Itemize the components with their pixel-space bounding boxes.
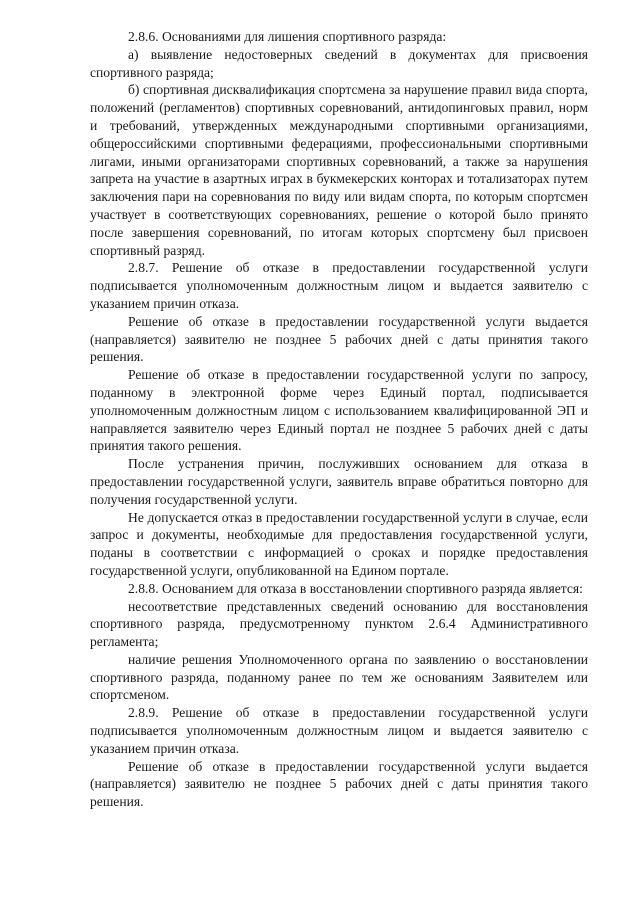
- document-page: [90, 28, 588, 811]
- paragraph-refusal-not-allowed: Не допускается отказ в предоставлении государственной услуги в случае, если запрос и документы, необходимые для предоставления государственной услуги, поданы в соответствии с информацией о сроках и порядке предоставления государственной услуги, опубликованной на Едином портале.: [90, 509, 588, 578]
- paragraph-electronic-refusal: Решение об отказе в предоставлении государственной услуги по запросу, поданному в электронной форме через Единый портал, подписывается уполномоченным должностным лицом с использованием квалифицированной ЭП и направляется заявителю через Единый портал не позднее 5 рабочих дней с даты принятия такого решения.: [90, 367, 588, 454]
- paragraph-refusal-deadline-2: Решение об отказе в предоставлении государственной услуги выдается (направляется) заявителю не позднее 5 рабочих дней с даты принятия такого решения.: [90, 758, 588, 810]
- paragraph-item-b: б) спортивная дисквалификация спортсмена за нарушение правил вида спорта, положений (регламентов) спортивных соревнований, антидопинговых правил, норм и требований, утвержденных международными спортивными организациями, общероссийскими спортивными федерациями, профессиональными спортивными лигами, иными организаторами спортивных соревнований, а также за нарушения запрета на участие в азартных играх в букмекерских конторах и тотализаторах путем заключения пари на соревнования по виду или видам спорта, по которым спортсмен участвует в соответствующих соревнованиях, решение о которой было принято после завершения соревнований, по итогам которых спортсмену был присвоен спортивный разряд.: [90, 82, 588, 258]
- paragraph-2-8-8-heading: 2.8.8. Основанием для отказа в восстановлении спортивного разряда является:: [128, 580, 583, 596]
- paragraph-refusal-deadline: Решение об отказе в предоставлении государственной услуги выдается (направляется) заявителю не позднее 5 рабочих дней с даты принятия такого решения.: [90, 313, 588, 365]
- paragraph-2-8-9: 2.8.9. Решение об отказе в предоставлении государственной услуги подписывается уполномоченным должностным лицом и выдается заявителю с указанием причин отказа.: [90, 705, 588, 756]
- paragraph-mismatch: несоответствие представленных сведений основанию для восстановления спортивного разряда, предусмотренному пунктом 2.6.4 Административного регламента;: [90, 598, 588, 650]
- paragraph-item-a: а) выявление недостоверных сведений в документах для присвоения спортивного разряда;: [90, 46, 588, 80]
- paragraph-reapply: После устранения причин, послуживших основанием для отказа в предоставлении государственной услуги, заявитель вправе обратиться повторно для получения государственной услуги.: [90, 456, 588, 507]
- paragraph-2-8-6-heading: 2.8.6. Основаниями для лишения спортивного разряда:: [128, 29, 447, 44]
- paragraph-prior-decision: наличие решения Уполномоченного органа по заявлению о восстановлении спортивного разряда, поданному ранее по тем же основаниям Заявителем или спортсменом.: [90, 651, 588, 703]
- paragraph-2-8-7: 2.8.7. Решение об отказе в предоставлении государственной услуги подписывается уполномоченным должностным лицом и выдается заявителю с указанием причин отказа.: [90, 260, 588, 311]
